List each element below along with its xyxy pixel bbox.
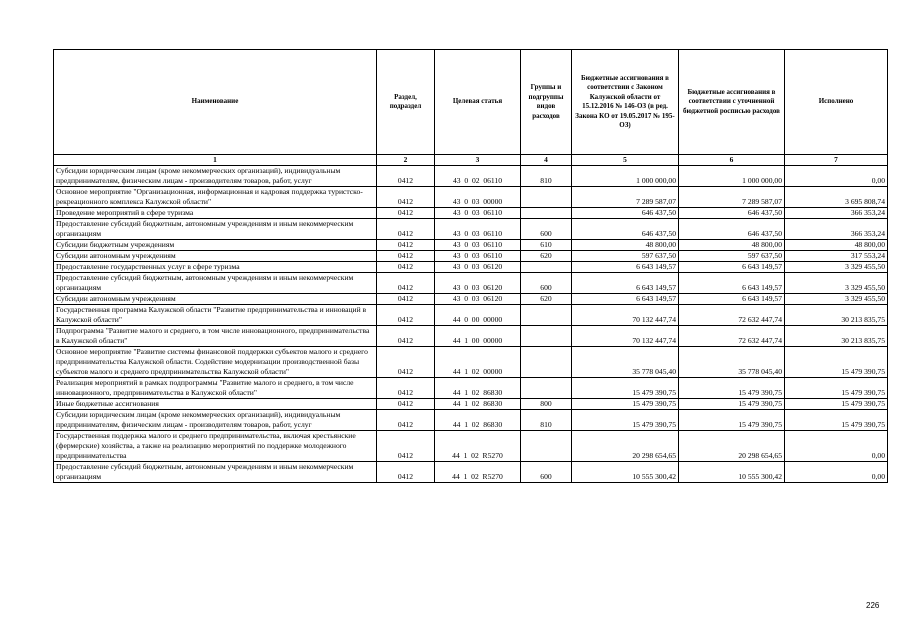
row-section: 0412 [377, 410, 435, 431]
row-alloc-updated: 15 479 390,75 [679, 378, 785, 399]
budget-table [53, 49, 888, 483]
row-executed: 30 213 835,75 [785, 326, 888, 347]
row-section: 0412 [377, 347, 435, 378]
row-group [521, 262, 572, 273]
row-target: 43 0 03 06120 [435, 273, 521, 294]
table-row [54, 462, 888, 483]
row-section: 0412 [377, 326, 435, 347]
row-target: 44 1 02 R5270 [435, 431, 521, 462]
row-target: 43 0 03 06120 [435, 294, 521, 305]
row-executed: 366 353,24 [785, 219, 888, 240]
column-number: 4 [521, 155, 572, 166]
row-group: 800 [521, 399, 572, 410]
row-alloc-law: 48 800,00 [572, 240, 679, 251]
row-name: Субсидии юридическим лицам (кроме некоммерческих организаций), индивидуальным предпринимателям, физическим лицам - производителям товаров, работ, услуг [54, 410, 377, 431]
row-group [521, 347, 572, 378]
row-section: 0412 [377, 462, 435, 483]
row-target: 44 1 02 R5270 [435, 462, 521, 483]
row-group [521, 326, 572, 347]
table-row [54, 378, 888, 399]
row-alloc-updated: 646 437,50 [679, 208, 785, 219]
row-alloc-law: 20 298 654,65 [572, 431, 679, 462]
row-section: 0412 [377, 273, 435, 294]
column-number: 2 [377, 155, 435, 166]
row-name: Субсидии автономным учреждениям [54, 251, 377, 262]
table-row [54, 294, 888, 305]
row-name: Субсидии автономным учреждениям [54, 294, 377, 305]
row-target: 44 1 02 00000 [435, 347, 521, 378]
row-alloc-law: 6 643 149,57 [572, 273, 679, 294]
row-alloc-updated: 48 800,00 [679, 240, 785, 251]
row-alloc-law: 15 479 390,75 [572, 378, 679, 399]
row-alloc-updated: 35 778 045,40 [679, 347, 785, 378]
row-name: Государственная поддержка малого и среднего предпринимательства, включая крестьянские (фермерские) хозяйства, а также на реализацию мероприятий по поддержке молодежного предпринимательства [54, 431, 377, 462]
row-alloc-updated: 15 479 390,75 [679, 399, 785, 410]
row-target: 43 0 03 00000 [435, 187, 521, 208]
row-section: 0412 [377, 262, 435, 273]
row-alloc-law: 597 637,50 [572, 251, 679, 262]
row-executed: 3 695 808,74 [785, 187, 888, 208]
table-row [54, 273, 888, 294]
table-row [54, 262, 888, 273]
row-section: 0412 [377, 431, 435, 462]
row-section: 0412 [377, 219, 435, 240]
row-target: 43 0 03 06110 [435, 219, 521, 240]
row-name: Предоставление субсидий бюджетным, автономным учреждениям и иным некоммерческим организациям [54, 273, 377, 294]
column-number: 3 [435, 155, 521, 166]
row-section: 0412 [377, 378, 435, 399]
row-alloc-law: 70 132 447,74 [572, 305, 679, 326]
row-alloc-law: 646 437,50 [572, 219, 679, 240]
row-name: Предоставление субсидий бюджетным, автономным учреждениям и иным некоммерческим организациям [54, 462, 377, 483]
row-group: 600 [521, 273, 572, 294]
row-alloc-law: 70 132 447,74 [572, 326, 679, 347]
row-executed: 3 329 455,50 [785, 262, 888, 273]
row-executed: 366 353,24 [785, 208, 888, 219]
row-group [521, 305, 572, 326]
table-row [54, 410, 888, 431]
row-name: Основное мероприятие "Организационная, информационная и кадровая поддержка туристско-рекреационного комплекса Калужской области" [54, 187, 377, 208]
row-alloc-updated: 72 632 447,74 [679, 326, 785, 347]
row-section: 0412 [377, 187, 435, 208]
row-executed: 0,00 [785, 166, 888, 187]
table-row [54, 240, 888, 251]
row-alloc-law: 7 289 587,07 [572, 187, 679, 208]
column-number: 7 [785, 155, 888, 166]
table-row [54, 166, 888, 187]
row-alloc-law: 15 479 390,75 [572, 399, 679, 410]
row-group [521, 378, 572, 399]
column-number-row [54, 155, 888, 166]
row-alloc-updated: 1 000 000,00 [679, 166, 785, 187]
row-executed: 3 329 455,50 [785, 273, 888, 294]
row-executed: 30 213 835,75 [785, 305, 888, 326]
row-alloc-law: 646 437,50 [572, 208, 679, 219]
row-executed: 48 800,00 [785, 240, 888, 251]
row-section: 0412 [377, 240, 435, 251]
row-section: 0412 [377, 166, 435, 187]
row-alloc-updated: 7 289 587,07 [679, 187, 785, 208]
row-alloc-updated: 597 637,50 [679, 251, 785, 262]
header-alloc-updated: Бюджетные ассигнования в соответствии с уточненной бюджетной росписью расходов [679, 50, 785, 155]
table-row [54, 187, 888, 208]
row-section: 0412 [377, 305, 435, 326]
row-group: 620 [521, 251, 572, 262]
row-target: 43 0 03 06110 [435, 208, 521, 219]
row-target: 44 1 02 86830 [435, 410, 521, 431]
row-section: 0412 [377, 251, 435, 262]
row-group [521, 208, 572, 219]
header-row [54, 50, 888, 155]
table-row [54, 431, 888, 462]
row-group [521, 431, 572, 462]
row-target: 44 1 02 86830 [435, 378, 521, 399]
row-executed: 15 479 390,75 [785, 347, 888, 378]
row-target: 44 0 00 00000 [435, 305, 521, 326]
row-alloc-law: 10 555 300,42 [572, 462, 679, 483]
row-name: Подпрограмма "Развитие малого и среднего, в том числе инновационного, предпринимательства в Калужской области" [54, 326, 377, 347]
row-group: 810 [521, 410, 572, 431]
row-alloc-updated: 15 479 390,75 [679, 410, 785, 431]
header-target: Целевая статья [435, 50, 521, 155]
column-number: 1 [54, 155, 377, 166]
row-executed: 15 479 390,75 [785, 399, 888, 410]
header-section: Раздел, подраздел [377, 50, 435, 155]
row-alloc-updated: 10 555 300,42 [679, 462, 785, 483]
header-name: Наименование [54, 50, 377, 155]
row-group: 810 [521, 166, 572, 187]
row-group [521, 187, 572, 208]
row-alloc-law: 15 479 390,75 [572, 410, 679, 431]
header-group: Группы и подгруппы видов расходов [521, 50, 572, 155]
row-group: 610 [521, 240, 572, 251]
row-section: 0412 [377, 208, 435, 219]
row-alloc-updated: 20 298 654,65 [679, 431, 785, 462]
table-row [54, 399, 888, 410]
row-target: 44 1 00 00000 [435, 326, 521, 347]
row-section: 0412 [377, 294, 435, 305]
table-row [54, 305, 888, 326]
row-alloc-updated: 6 643 149,57 [679, 262, 785, 273]
column-number: 5 [572, 155, 679, 166]
header-executed: Исполнено [785, 50, 888, 155]
row-alloc-law: 6 643 149,57 [572, 294, 679, 305]
table-row [54, 219, 888, 240]
row-group: 600 [521, 219, 572, 240]
row-alloc-updated: 72 632 447,74 [679, 305, 785, 326]
row-group: 600 [521, 462, 572, 483]
row-executed: 317 553,24 [785, 251, 888, 262]
column-number: 6 [679, 155, 785, 166]
row-target: 43 0 03 06120 [435, 262, 521, 273]
row-name: Проведение мероприятий в сфере туризма [54, 208, 377, 219]
row-name: Предоставление государственных услуг в сфере туризма [54, 262, 377, 273]
table-row [54, 208, 888, 219]
row-executed: 3 329 455,50 [785, 294, 888, 305]
row-group: 620 [521, 294, 572, 305]
page-number: 226 [866, 601, 880, 610]
table-body [54, 166, 888, 483]
row-alloc-updated: 6 643 149,57 [679, 273, 785, 294]
row-executed: 0,00 [785, 462, 888, 483]
row-name: Субсидии юридическим лицам (кроме некоммерческих организаций), индивидуальным предпринимателям, физическим лицам - производителям товаров, работ, услуг [54, 166, 377, 187]
row-alloc-law: 6 643 149,57 [572, 262, 679, 273]
row-name: Субсидии бюджетным учреждениям [54, 240, 377, 251]
row-alloc-law: 35 778 045,40 [572, 347, 679, 378]
table-row [54, 326, 888, 347]
row-executed: 15 479 390,75 [785, 410, 888, 431]
row-alloc-law: 1 000 000,00 [572, 166, 679, 187]
row-name: Иные бюджетные ассигнования [54, 399, 377, 410]
row-name: Реализация мероприятий в рамках подпрограммы "Развитие малого и среднего, в том числе инновационного, предпринимательства в Калужской области" [54, 378, 377, 399]
row-executed: 0,00 [785, 431, 888, 462]
table-row [54, 251, 888, 262]
row-target: 43 0 03 06110 [435, 240, 521, 251]
table-row [54, 347, 888, 378]
row-name: Предоставление субсидий бюджетным, автономным учреждениям и иным некоммерческим организациям [54, 219, 377, 240]
row-target: 43 0 03 06110 [435, 251, 521, 262]
row-executed: 15 479 390,75 [785, 378, 888, 399]
row-name: Государственная программа Калужской области "Развитие предпринимательства и инноваций в Калужской области" [54, 305, 377, 326]
header-alloc-law: Бюджетные ассигнования в соответствии с Законом Калужской области от 15.12.2016 № 146-ОЗ (в ред. Закона КО от 19.05.2017 № 195-ОЗ) [572, 50, 679, 155]
row-target: 43 0 02 06110 [435, 166, 521, 187]
row-alloc-updated: 646 437,50 [679, 219, 785, 240]
row-alloc-updated: 6 643 149,57 [679, 294, 785, 305]
row-section: 0412 [377, 399, 435, 410]
row-target: 44 1 02 86830 [435, 399, 521, 410]
row-name: Основное мероприятие "Развитие системы финансовой поддержки субъектов малого и среднего предпринимательства Калужской области. Содействие модернизации производственной базы субъектов малого и среднего предпринимательства Калужской области" [54, 347, 377, 378]
